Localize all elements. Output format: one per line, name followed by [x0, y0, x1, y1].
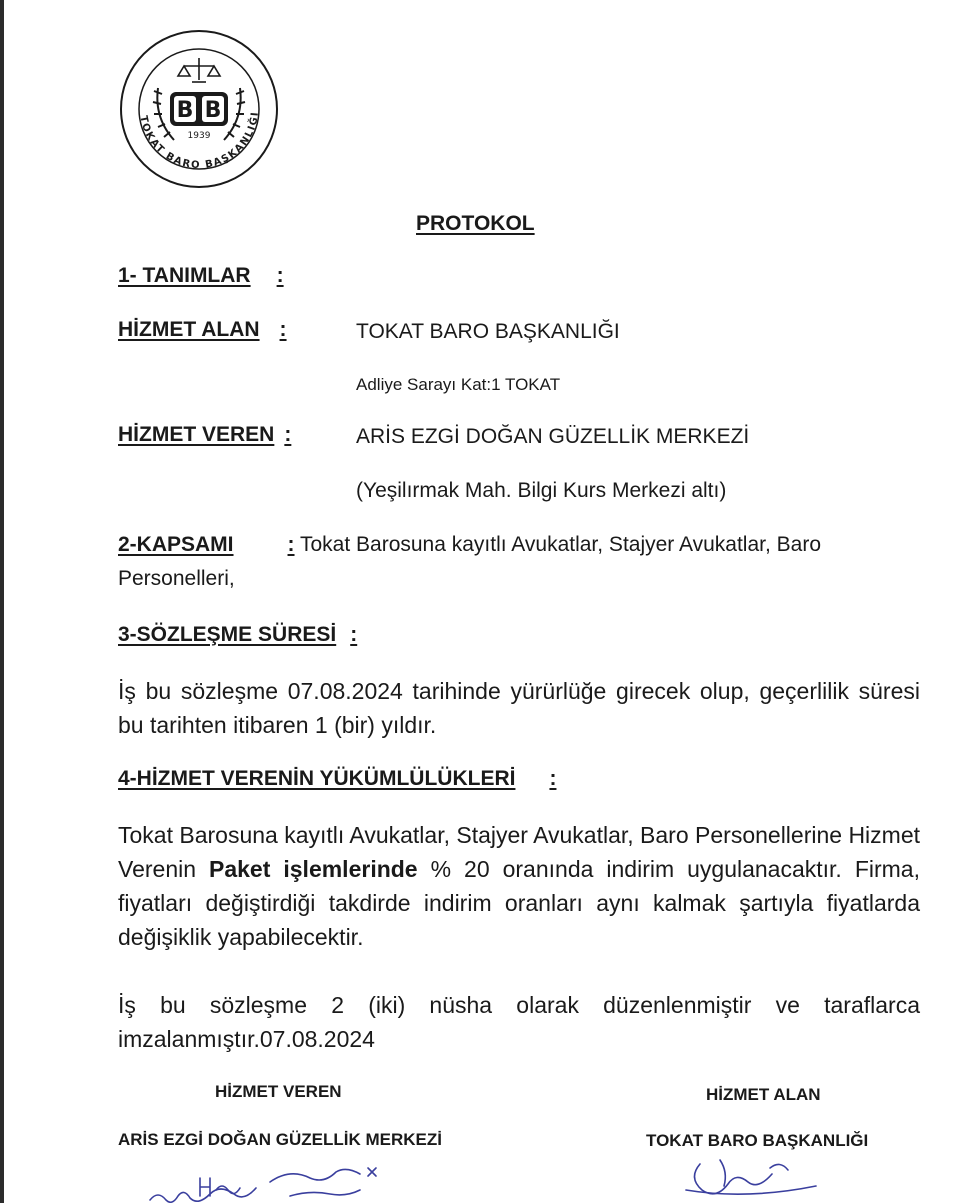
section4-body-bold: Paket işlemlerinde	[209, 856, 418, 882]
receiver-label: HİZMET ALAN	[118, 318, 260, 341]
provider-name: ARİS EZGİ DOĞAN GÜZELLİK MERKEZİ	[356, 425, 750, 448]
seal-year: 1939	[187, 131, 211, 141]
receiver-label-row	[118, 318, 287, 342]
left-signatory-name: ARİS EZGİ DOĞAN GÜZELLİK MERKEZİ	[118, 1130, 442, 1149]
left-signatory-role: HİZMET VEREN	[215, 1082, 342, 1101]
section4-colon: :	[549, 767, 557, 790]
section3-heading-row	[118, 623, 357, 647]
receiver-address: Adliye Sarayı Kat:1 TOKAT	[356, 375, 561, 394]
section4-heading: 4-HİZMET VERENİN YÜKÜMLÜLÜKLERİ	[118, 767, 516, 790]
provider-label: HİZMET VEREN	[118, 423, 275, 446]
right-signature-icon	[680, 1150, 870, 1200]
section1-heading: 1- TANIMLAR	[118, 264, 251, 287]
document-title: PROTOKOL	[416, 212, 535, 235]
provider-label-row	[118, 423, 307, 447]
section2-heading: 2-KAPSAMI	[118, 533, 234, 556]
section4-body-before: Tokat Barosuna kayıtlı Avukatlar, Stajyer Avukatlar, Baro Personellerine Hizmet Verenin	[118, 822, 921, 882]
section4-body-after: % 20 oranında indirim uygulanacaktır. Firma, fiyatları değiştirdiği takdirde indirim oranları aynı kalmak şartıyla fiyatlarda değişiklik yapabilecektir.	[118, 856, 920, 950]
receiver-colon: :	[279, 318, 287, 341]
seal-ring-text: TOKAT BARO BAŞKANLIĞI	[137, 110, 262, 172]
provider-colon: :	[284, 423, 292, 446]
right-signatory-role: HİZMET ALAN	[706, 1085, 821, 1104]
section4-body	[118, 818, 920, 954]
section3-body: İş bu sözleşme 07.08.2024 tarihinde yürürlüğe girecek olup, geçerlilik süresi bu tarihten itibaren 1 (bir) yıldır.	[118, 678, 920, 738]
provider-address: (Yeşilırmak Mah. Bilgi Kurs Merkezi altı)	[356, 479, 727, 502]
section2-text: Tokat Barosuna kayıtlı Avukatlar, Stajyer Avukatlar, Baro	[299, 533, 821, 556]
closing-statement: İş bu sözleşme 2 (iki) nüsha olarak düzenlenmiştir ve taraflarca imzalanmıştır.07.08.2024	[118, 992, 920, 1052]
section2-colon: :	[287, 533, 295, 556]
section3-colon: :	[350, 623, 358, 646]
left-signature-icon	[140, 1158, 400, 1203]
section1-colon: :	[276, 264, 284, 287]
section1-heading-row	[118, 264, 284, 288]
section2-first-line	[118, 533, 821, 557]
section2-text-continued: Personelleri,	[118, 567, 235, 590]
bar-association-seal-icon	[118, 28, 280, 190]
section4-heading-row	[118, 767, 556, 791]
receiver-name: TOKAT BARO BAŞKANLIĞI	[356, 320, 620, 343]
right-signatory-name: TOKAT BARO BAŞKANLIĞI	[646, 1131, 869, 1150]
section3-heading: 3-SÖZLEŞME SÜRESİ	[118, 623, 337, 646]
scan-edge	[0, 0, 4, 1203]
seal-initial-right: B	[204, 98, 222, 123]
seal-initial-left: B	[176, 98, 194, 123]
